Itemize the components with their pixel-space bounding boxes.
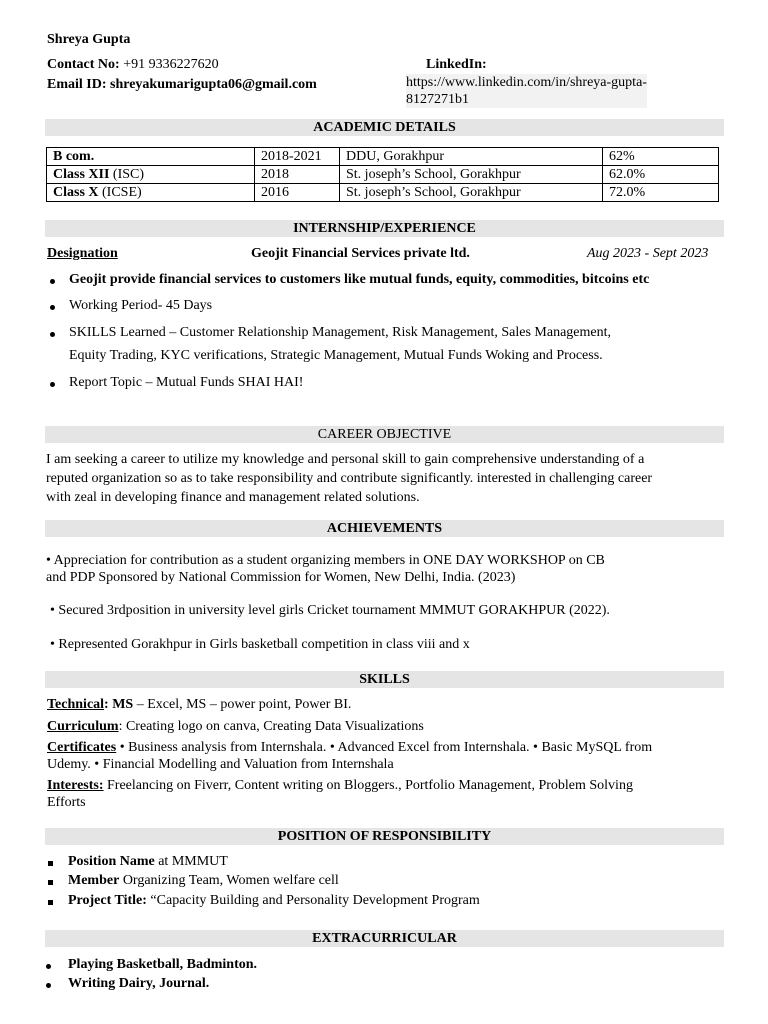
internship-bullet: Report Topic – Mutual Funds SHAI HAI! [69,375,304,390]
interests-label: Interests: [47,778,104,793]
skills-heading: SKILLS [45,671,724,688]
curriculum-label: Curriculum [47,719,119,734]
skills-interests-continuation: Efforts [47,795,86,810]
score-cell: 62.0% [603,166,719,184]
achievement-item-continuation: and PDP Sponsored by National Commission for Women, New Delhi, India. (2023) [46,570,516,585]
internship-bullet: SKILLS Learned – Customer Relationship Management, Risk Management, Sales Management, [69,325,611,340]
square-bullet-icon [48,861,53,866]
skills-certificates-continuation: Udemy. • Financial Modelling and Valuation from Internshala [47,757,394,772]
email-label: Email ID: [47,77,107,92]
designation-label: Designation [47,246,118,261]
contact-value: +91 9336227620 [119,57,219,72]
certificates-label: Certificates [47,740,117,755]
internship-bullet-continuation: Equity Trading, KYC verifications, Strategic Management, Mutual Funds Woking and Process. [69,348,603,363]
score-cell: 62% [603,148,719,166]
bullet-icon [50,305,55,310]
contact-line [47,57,219,73]
career-heading: CAREER OBJECTIVE [45,426,724,443]
bullet-icon [50,332,55,337]
skills-certificates: Certificates • Business analysis from Internshala. • Advanced Excel from Internshala. • Basic MySQL from [47,740,653,755]
course-cell: Class X (ICSE) [47,184,255,202]
responsibility-heading: POSITION OF RESPONSIBILITY [45,828,724,845]
score-cell: 72.0% [603,184,719,202]
career-line: I am seeking a career to utilize my knowledge and personal skill to gain comprehensive understanding of a [46,452,645,467]
linkedin-url-line2[interactable]: 8127271b1 [406,92,469,107]
years-cell: 2018-2021 [255,148,340,166]
linkedin-url-line1[interactable]: https://www.linkedin.com/in/shreya-gupta- [406,75,647,90]
course-cell: B com. [47,148,255,166]
career-line: reputed organization so as to take responsibility and contribute significantly. interested in challenging career [46,471,653,486]
bullet-icon [50,382,55,387]
institute-cell: St. joseph’s School, Gorakhpur [340,166,603,184]
institute-cell: St. joseph’s School, Gorakhpur [340,184,603,202]
years-cell: 2018 [255,166,340,184]
square-bullet-icon [48,880,53,885]
internship-period: Aug 2023 - Sept 2023 [587,246,709,261]
responsibility-item: Position Name at MMMUT [68,854,228,869]
square-bullet-icon [48,900,53,905]
course-cell: Class XII (ISC) [47,166,255,184]
career-line: with zeal in developing finance and management related solutions. [46,490,420,505]
internship-bullet: Working Period- 45 Days [69,298,213,313]
technical-label: Technical [47,697,105,712]
years-cell: 2016 [255,184,340,202]
achievement-item: • Represented Gorakhpur in Girls basketball competition in class viii and x [50,637,470,652]
academic-heading: ACADEMIC DETAILS [45,119,724,136]
skills-technical: Technical: MS – Excel, MS – power point, Power BI. [47,697,352,712]
institute-cell: DDU, Gorakhpur [340,148,603,166]
responsibility-item: Project Title: “Capacity Building and Personality Development Program [68,893,480,908]
skills-interests: Interests: Freelancing on Fiverr, Content writing on Bloggers., Portfolio Management, Problem Solving [47,778,633,793]
bullet-icon [50,279,55,284]
responsibility-item: Member Organizing Team, Women welfare cell [68,873,339,888]
linkedin-url[interactable] [406,74,647,108]
achievement-item: • Secured 3rdposition in university level girls Cricket tournament MMMUT GORAKHPUR (2022). [50,603,610,618]
contact-label: Contact No: [47,57,120,72]
internship-heading: INTERNSHIP/EXPERIENCE [45,220,724,237]
achievement-item: • Appreciation for contribution as a student organizing members in ONE DAY WORKSHOP on CB [46,553,605,568]
extracurricular-item: Writing Dairy, Journal. [68,976,210,991]
table-row [47,184,719,202]
extracurricular-heading: EXTRACURRICULAR [45,930,724,947]
table-row [47,148,719,166]
academic-table [46,147,719,202]
internship-bullet: Geojit provide financial services to customers like mutual funds, equity, commodities, bitcoins etc [69,272,650,287]
skills-curriculum: Curriculum: Creating logo on canva, Creating Data Visualizations [47,719,424,734]
candidate-name: Shreya Gupta [47,32,131,47]
email-line [47,77,317,93]
bullet-icon [46,983,51,988]
achievements-heading: ACHIEVEMENTS [45,520,724,537]
linkedin-label: LinkedIn: [426,57,487,72]
bullet-icon [46,964,51,969]
table-row [47,166,719,184]
company-name: Geojit Financial Services private ltd. [251,246,470,261]
email-value[interactable]: shreyakumarigupta06@gmail.com [106,77,317,92]
extracurricular-item: Playing Basketball, Badminton. [68,957,258,972]
